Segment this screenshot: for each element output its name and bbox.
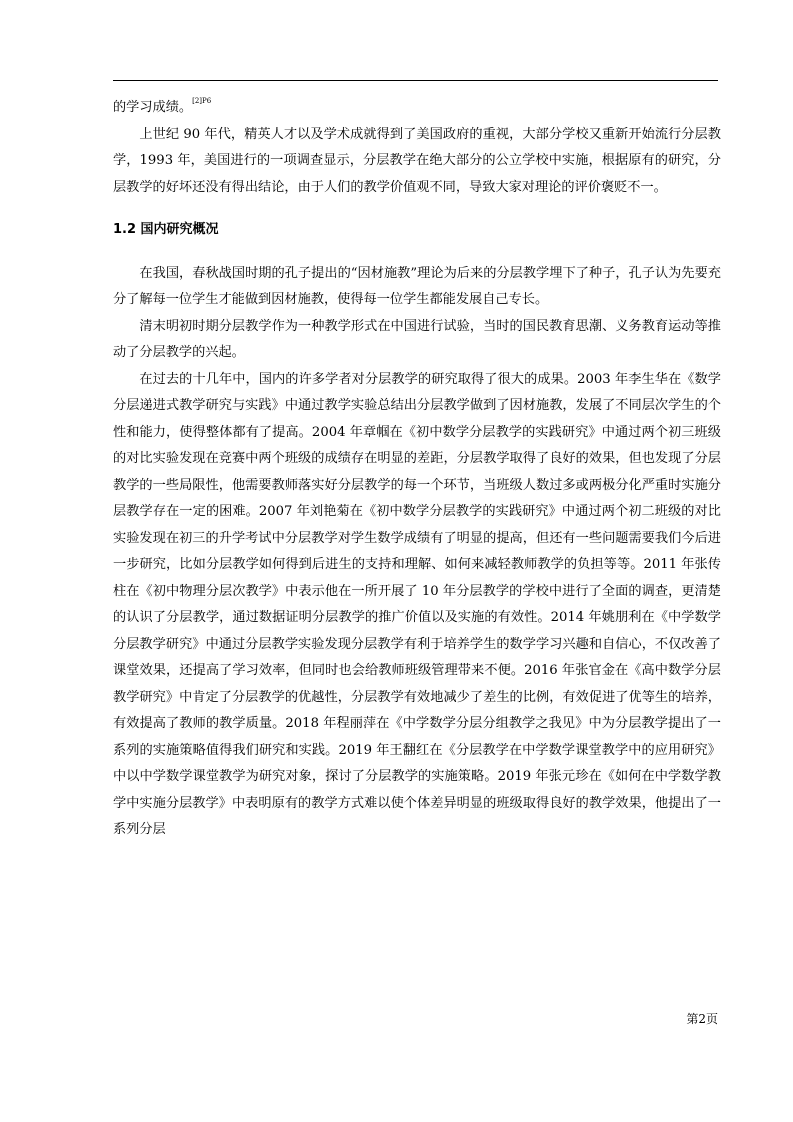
page-number: 第2页: [686, 1012, 718, 1026]
paragraph-qing-dynasty: 清末明初时期分层教学作为一种教学形式在中国进行试验，当时的国民教育思潮、义务教育运动等推动了分层教学的兴起。: [113, 318, 721, 360]
section-heading: 1.2 国内研究概况: [113, 222, 219, 237]
paragraph-us-research: 上世纪 90 年代，精英人才以及学术成就得到了美国政府的重视，大部分学校又重新开始流行分层教学，1993 年，美国进行的一项调查显示，分层教学在绝大部分的公立学校中实施，根据原有的研究，分层教学的好坏还没有得出结论，由于人们的教学价值观不同，导致大家对理论的评价褒贬不一。: [113, 126, 721, 195]
continuation-paragraph: [113, 95, 721, 122]
paragraph-recent-research: 在过去的十几年中，国内的许多学者对分层教学的研究取得了很大的成果。2003 年李生华在《数学分层递进式教学研究与实践》中通过教学实验总结出分层教学做到了因材施教，发展了不同层次学生的个性和能力，使得整体都有了提高。2004 年章帼在《初中数学分层教学的实践研究》中通过两个初三班级的对比实验发现在竞赛中两个班级的成绩存在明显的差距，分层教学取得了良好的效果，但也发现了分层教学的一些局限性，他需要教师落实好分层教学的每一个环节，当班级人数过多或两极分化严重时实施分层教学存在一定的困难。2007 年刘艳菊在《初中数学分层教学的实践研究》中通过两个初二班级的对比实验发现在初三的升学考试中分层教学对学生数学成绩有了明显的提高，但还有一些问题需要我们今后进一步研究，比如分层教学如何得到后进生的支持和理解、如何来减轻教师教学的负担等等。2011 年张传柱在《初中物理分层次教学》中表示他在一所开展了 10 年分层教学的学校中进行了全面的调查，更清楚的认识了分层教学，通过数据证明分层教学的推广价值以及实施的有效性。2014 年姚朋利在《中学数学分层教学研究》中通过分层教学实验发现分层教学有利于培养学生的数学学习兴趣和自信心，不仅改善了课堂效果，还提高了学习效率，但同时也会给教师班级管理带来不便。2016 年张官金在《高中数学分层教学研究》中肯定了分层教学的优越性，分层教学有效地减少了差生的比例，有效促进了优等生的培养，有效提高了教师的教学质量。2018 年程丽萍在《中学数学分层分组教学之我见》中为分层教学提出了一系列的实施策略值得我们研究和实践。2019 年王翻红在《分层教学在中学数学课堂教学中的应用研究》中以中学数学课堂教学为研究对象，探讨了分层教学的实施策略。2019 年张元珍在《如何在中学数学教学中实施分层教学》中表明原有的教学方式难以使个体差异明显的班级取得良好的教学效果，他提出了一系列分层: [113, 371, 721, 837]
header-rule: [113, 80, 718, 81]
citation-marker: [2]P6: [192, 97, 212, 105]
continuation-text: 的学习成绩。: [113, 100, 193, 115]
document-body: [113, 95, 721, 844]
paragraph-confucius: 在我国，春秋战国时期的孔子提出的“因材施教”理论为后来的分层教学埋下了种子，孔子认为先要充分了解每一位学生才能做到因材施教，使得每一位学生都能发展自己专长。: [113, 265, 721, 307]
